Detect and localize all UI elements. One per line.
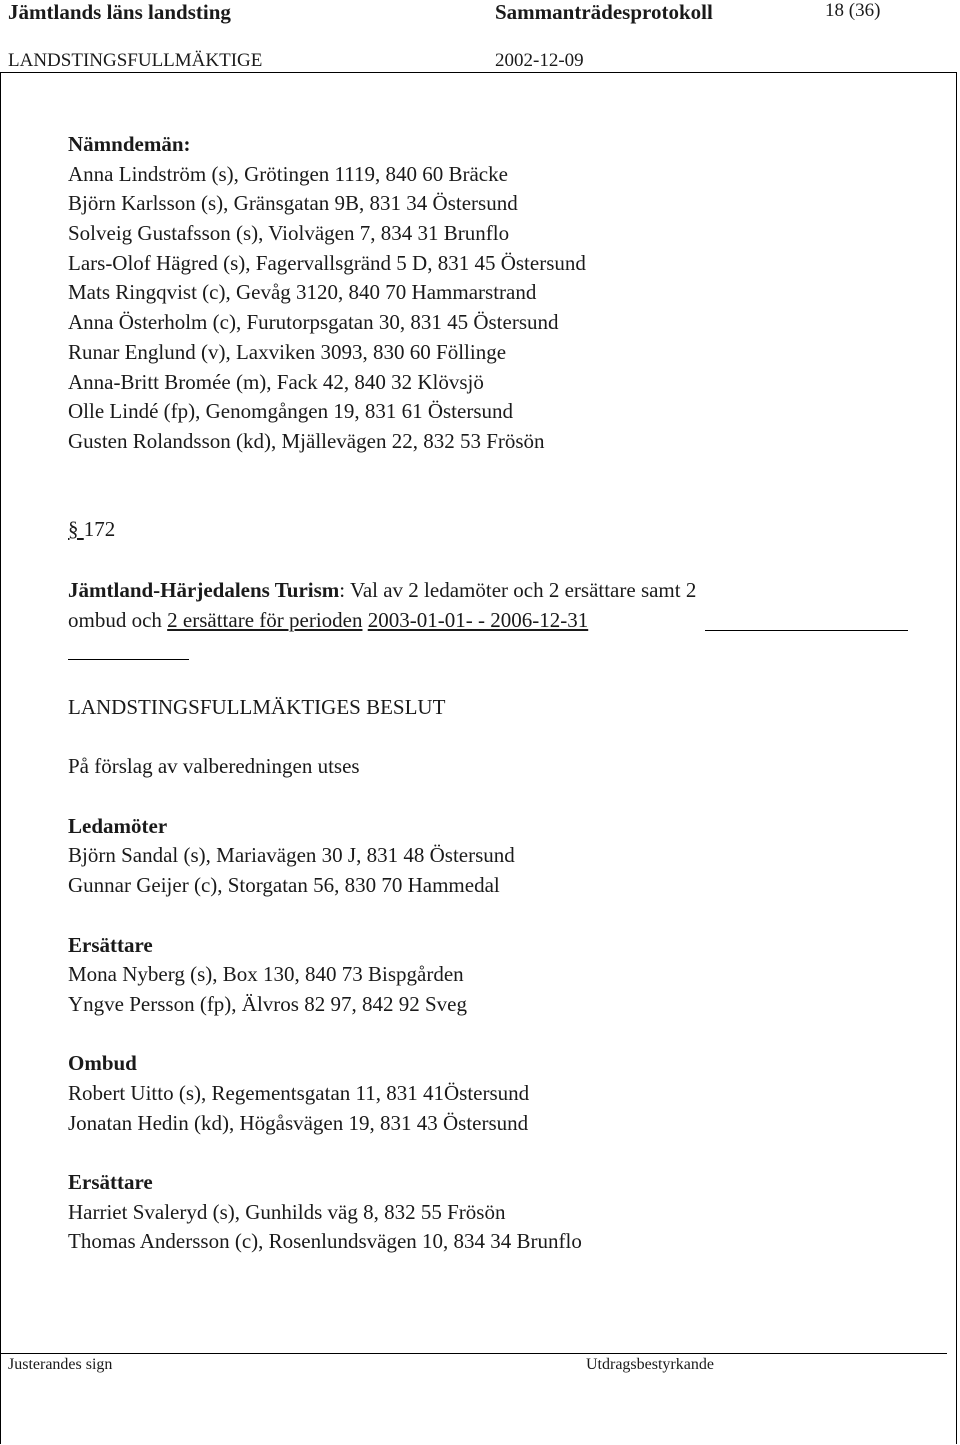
decision-section bbox=[68, 693, 582, 1257]
list-item: Yngve Persson (fp), Älvros 82 97, 842 92 Sveg bbox=[68, 991, 467, 1016]
paragraph-number bbox=[68, 517, 115, 542]
list-item: Anna Österholm (c), Furutorpsgatan 30, 831 45 Östersund bbox=[68, 310, 559, 335]
section-sign: § bbox=[68, 517, 79, 541]
list-item: Robert Uitto (s), Regementsgatan 11, 831 41Östersund bbox=[68, 1080, 530, 1105]
organization-name: Jämtlands läns landsting bbox=[8, 0, 231, 24]
list-item: Lars-Olof Hägred (s), Fagervallsgränd 5 D, 831 45 Östersund bbox=[68, 250, 586, 275]
paragraph-title-line2a: ombud och bbox=[68, 607, 168, 632]
list-item: Thomas Andersson (c), Rosenlundsvägen 10, 834 34 Brunflo bbox=[68, 1229, 582, 1254]
assembly-name: LANDSTINGSFULLMÄKTIGE bbox=[8, 50, 263, 71]
list-item: Solveig Gustafsson (s), Violvägen 7, 834 31 Brunflo bbox=[68, 221, 510, 246]
decision-heading: LANDSTINGSFULLMÄKTIGES BESLUT bbox=[68, 695, 446, 719]
list-item: Gunnar Geijer (c), Storgatan 56, 830 70 Hammedal bbox=[68, 873, 500, 898]
list-item: Björn Sandal (s), Mariavägen 30 J, 831 48 Östersund bbox=[68, 843, 515, 868]
list-item: Anna-Britt Bromée (m), Fack 42, 840 32 Klövsjö bbox=[68, 369, 484, 394]
meeting-date: 2002-12-09 bbox=[495, 50, 584, 71]
page-number: 18 (36) bbox=[825, 0, 881, 21]
list-item: Mona Nyberg (s), Box 130, 840 73 Bispgården bbox=[68, 962, 464, 987]
list-item: Harriet Svaleryd (s), Gunhilds väg 8, 832 55 Frösön bbox=[68, 1199, 506, 1224]
paragraph-title-bold: Jämtland-Härjedalens Turism bbox=[68, 578, 340, 602]
footer-signature-label: Justerandes sign bbox=[8, 1356, 113, 1373]
paragraph-number-value: 172 bbox=[83, 517, 116, 541]
group-heading-ombud-ersattare: Ersättare bbox=[68, 1170, 153, 1194]
namndeman-section bbox=[68, 130, 586, 457]
namndeman-heading: Nämndemän: bbox=[68, 132, 191, 156]
list-item: Runar Englund (v), Laxviken 3093, 830 60 Föllinge bbox=[68, 339, 507, 364]
group-heading-ledamoter: Ledamöter bbox=[68, 813, 168, 838]
footer-certification-label: Utdragsbestyrkande bbox=[586, 1356, 714, 1373]
list-item: Björn Karlsson (s), Gränsgatan 9B, 831 34 Östersund bbox=[68, 191, 518, 216]
footer-divider bbox=[0, 1353, 947, 1354]
paragraph-title-line2b: 2 ersättare för perioden bbox=[167, 607, 363, 632]
title-underline-second-line bbox=[68, 659, 189, 660]
list-item: Olle Lindé (fp), Genomgången 19, 831 61 Östersund bbox=[68, 399, 513, 424]
group-heading-ersattare: Ersättare bbox=[68, 932, 153, 957]
paragraph-title-period: 2003-01-01- - 2006-12-31 bbox=[367, 607, 589, 632]
group-heading-ombud: Ombud bbox=[68, 1051, 137, 1076]
document-type: Sammanträdesprotokoll bbox=[495, 0, 713, 24]
list-item: Jonatan Hedin (kd), Högåsvägen 19, 831 43 Östersund bbox=[68, 1110, 529, 1135]
list-item: Anna Lindström (s), Grötingen 1119, 840 60 Bräcke bbox=[68, 161, 508, 186]
decision-intro: På förslag av valberedningen utses bbox=[68, 754, 360, 779]
title-underline-extension bbox=[705, 630, 908, 631]
list-item: Gusten Rolandsson (kd), Mjällevägen 22, 832 53 Frösön bbox=[68, 428, 545, 453]
list-item: Mats Ringqvist (c), Gevåg 3120, 840 70 Hammarstrand bbox=[68, 280, 537, 305]
paragraph-title-rest: : Val av 2 ledamöter och 2 ersättare samt 2 bbox=[339, 578, 697, 602]
paragraph-title bbox=[68, 576, 696, 635]
